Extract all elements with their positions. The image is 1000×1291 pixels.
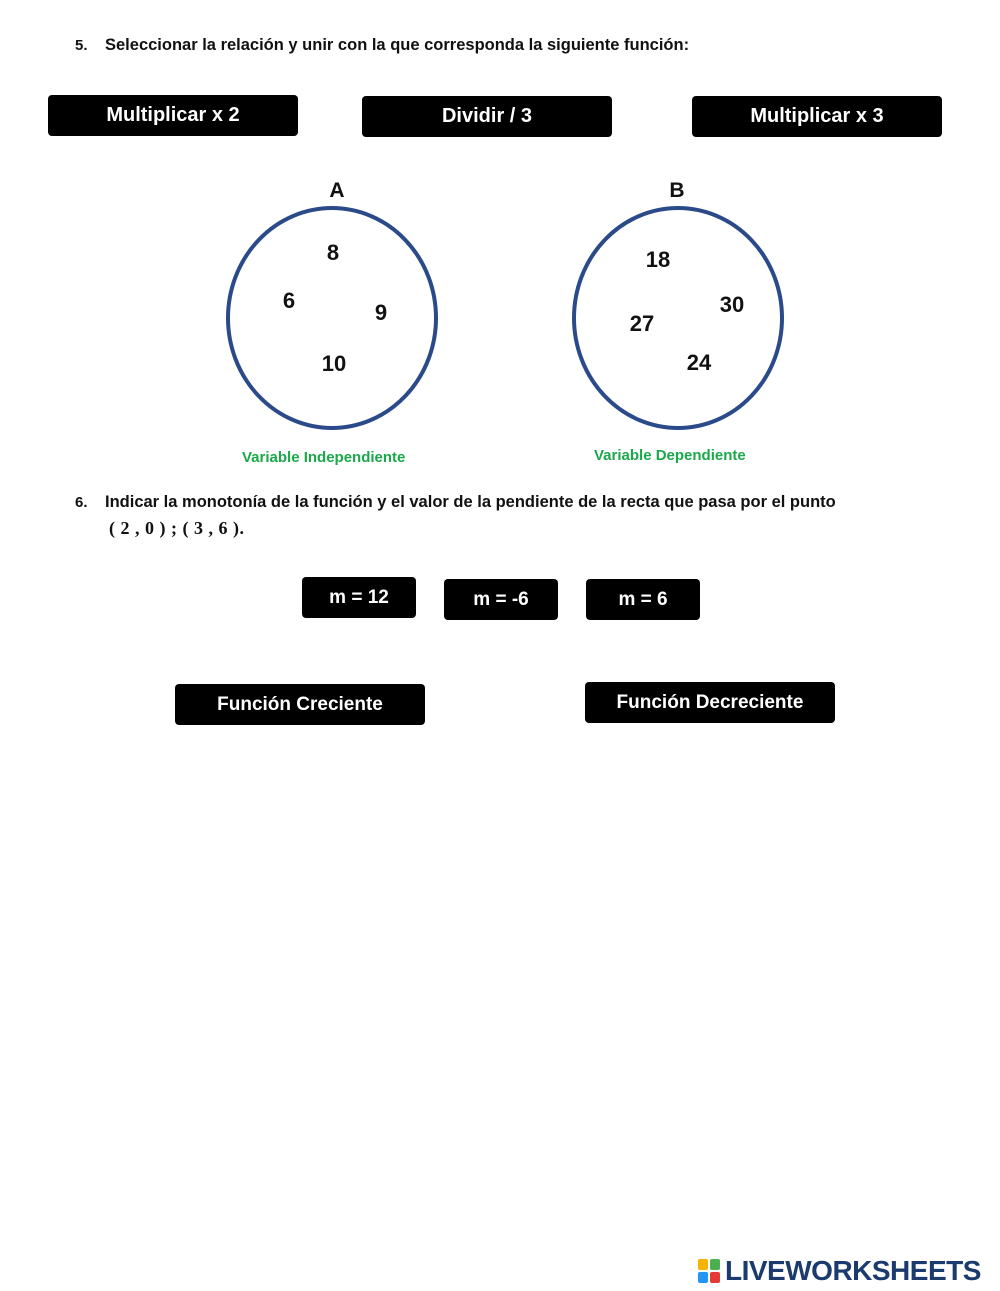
question-6-number: 6.	[75, 494, 88, 511]
set-a-caption: Variable Independiente	[242, 449, 406, 466]
set-b-value: 27	[629, 311, 655, 336]
option-multiply-2-button[interactable]: Multiplicar x 2	[48, 95, 298, 136]
liveworksheets-logo-icon	[697, 1258, 721, 1284]
set-b-value: 18	[645, 247, 671, 272]
liveworksheets-logo	[697, 1255, 981, 1287]
set-a-value: 6	[282, 288, 296, 313]
set-b-caption: Variable Dependiente	[594, 447, 746, 464]
question-5-number: 5.	[75, 37, 88, 54]
option-divide-3-button[interactable]: Dividir / 3	[362, 96, 612, 137]
set-a-value: 9	[374, 300, 388, 325]
slope-minus-6-button[interactable]: m = -6	[444, 579, 558, 620]
set-b-label: B	[669, 179, 685, 202]
set-a-label: A	[329, 179, 345, 202]
set-b-circle	[574, 208, 782, 428]
set-b-value: 24	[686, 350, 712, 375]
set-a-value: 8	[326, 240, 340, 265]
slope-6-button[interactable]: m = 6	[586, 579, 700, 620]
option-multiply-3-button[interactable]: Multiplicar x 3	[692, 96, 942, 137]
set-a-value: 10	[321, 351, 347, 376]
question-6-points: ( 2 , 0 ) ; ( 3 , 6 ).	[109, 518, 245, 538]
increasing-function-button[interactable]: Función Creciente	[175, 684, 425, 725]
slope-12-button[interactable]: m = 12	[302, 577, 416, 618]
question-5-text: Seleccionar la relación y unir con la que corresponda la siguiente función:	[105, 36, 690, 54]
liveworksheets-logo-text: LIVEWORKSHEETS	[725, 1255, 981, 1286]
decreasing-function-button[interactable]: Función Decreciente	[585, 682, 835, 723]
question-6-text: Indicar la monotonía de la función y el valor de la pendiente de la recta que pasa por el punto	[105, 493, 836, 511]
set-diagram	[0, 0, 1000, 480]
set-b-value: 30	[719, 292, 745, 317]
